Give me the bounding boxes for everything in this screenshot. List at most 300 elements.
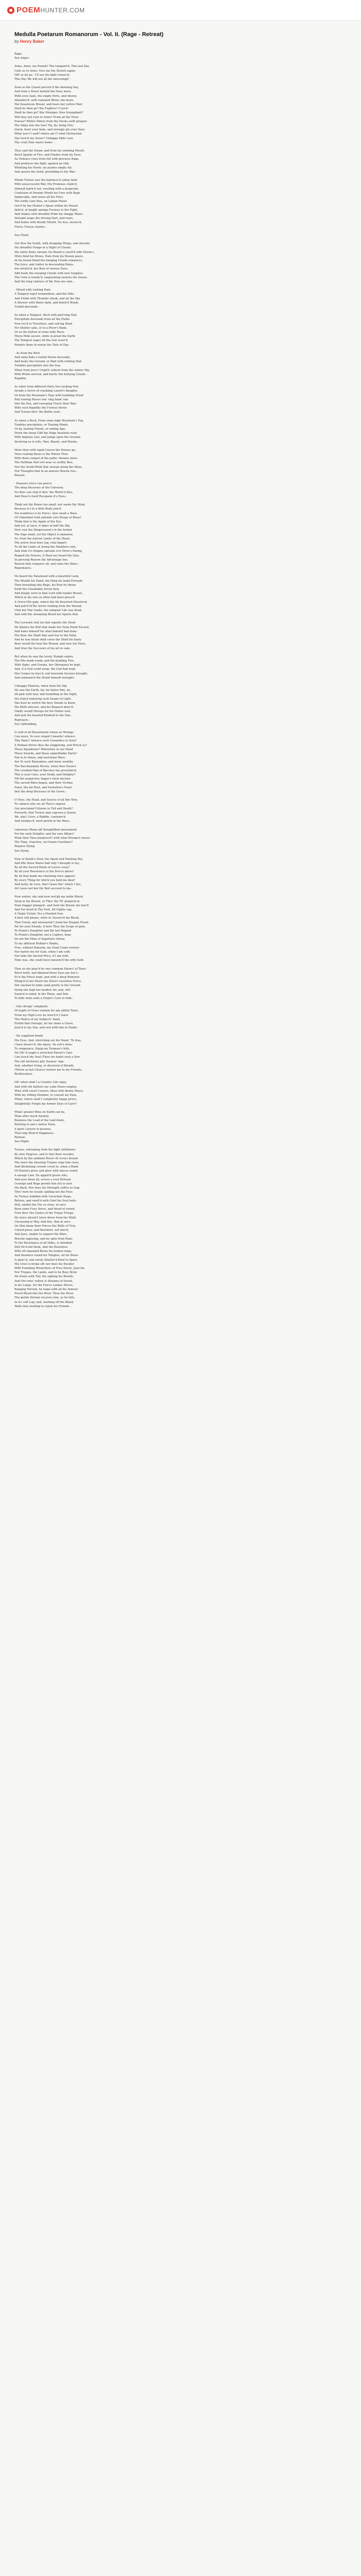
poem-line: With them compel of the paths' dreams show: bbox=[14, 457, 78, 461]
poem-content bbox=[0, 21, 359, 1309]
poem-line: Turnus, retreating from the fight withdraws bbox=[14, 1148, 76, 1152]
poem-stanza bbox=[14, 1110, 344, 1144]
poem-line: Are Ye such Ransomies, and more wealthy bbox=[14, 760, 74, 764]
poem-line: When, where shall I completely happy prove, bbox=[14, 1098, 77, 1101]
poem-line: Burst Sparks of Fire, and Flashes from his Eyes. bbox=[14, 154, 82, 157]
poem-line: Do not the Mine of Sepulture refuse, bbox=[14, 938, 65, 941]
poem-line: United press; and therefore, not into'd, bbox=[14, 1229, 69, 1232]
poem-line: Iris entwin'd, her Bow of various Dyes, bbox=[14, 267, 69, 271]
poem-line: Think not thy Power too small: nor waste thy Mind, bbox=[14, 503, 86, 507]
poem-line: And yet, at once, it takes in half the Sky. bbox=[14, 524, 71, 528]
poem-line: See Upbraiding. bbox=[14, 722, 37, 726]
poem-line: Or from the Mountain's Tops with tumbling Flood bbox=[14, 394, 84, 397]
poem-line: By all that made me charming once appear! bbox=[14, 874, 76, 878]
poem-line: The Wealth his Hand, the Harp his hand Forsook: bbox=[14, 579, 83, 583]
poem-line: A savage Lion: He appall'd grows Ahu, bbox=[14, 1174, 68, 1177]
poem-line: The Lovesick God too late repents the Deed: bbox=[14, 621, 76, 625]
poem-line: Now at Death's Door, the Spent and Fainting Sky, bbox=[14, 857, 83, 861]
poem-line: The active Soul does tug, vital Impart bbox=[14, 541, 67, 545]
poem-line: Her slacken'd Limbs sunk gently to the Ground, bbox=[14, 984, 81, 988]
poem-line: Nor take the Sacred Price, if I am sold; bbox=[14, 955, 69, 958]
poem-stanza bbox=[14, 621, 344, 650]
poem-line: The old Anchises) pity Daunus' Age: bbox=[14, 1060, 64, 1063]
poem-line: That long Wish'd Happiness.- bbox=[14, 1131, 55, 1135]
poem-line: There Hide secure, while in great the Earth bbox=[14, 335, 75, 338]
poem-stanza bbox=[14, 895, 344, 962]
poem-line: So, from the narrow Limits of thy Heart, bbox=[14, 537, 71, 540]
poem-line: And the long Labours of the Year are vain. - bbox=[14, 280, 75, 283]
poem-stanza bbox=[14, 313, 344, 347]
poem-stanza bbox=[14, 64, 344, 81]
poem-line: Her Corpse he kiss'd, and heavenly Incense brought, bbox=[14, 672, 88, 675]
poem-line: Turbid descends.- bbox=[14, 305, 39, 309]
poem-line: Whom Turnus saw the hairness'd Latins faint bbox=[14, 179, 77, 182]
poem-line: Chin her Fair Limbs, the rampant Life was dead; bbox=[14, 608, 82, 612]
poem-line: And foams with bloody Mouth. No less, incens'd, bbox=[14, 221, 82, 225]
poem-line: Still He'd fail them, And the Resistless bbox=[14, 1246, 68, 1249]
poem-line: - Reason's force can pierce bbox=[14, 482, 52, 486]
poem-stanza bbox=[14, 655, 344, 680]
poem-line: Because it's to a little Body join'd: bbox=[14, 507, 62, 511]
poem-line: And produces the fight: against an Oak bbox=[14, 162, 69, 165]
poem-line: Yet Oh! it ought a wretched Parent's Care bbox=[14, 1052, 73, 1055]
poem-line: See Flood. bbox=[14, 233, 29, 237]
poem-line: Invade a Grove of crackling Laurel's Boughts: bbox=[14, 389, 78, 393]
poem-line: Nor the South-Wind that sweeps along the Skies, bbox=[14, 465, 83, 469]
poem-stanza bbox=[14, 731, 344, 794]
poem-line: To Priam's Daughter, not a Captive, bear, bbox=[14, 934, 72, 937]
poem-line: And solemniz'd the Death himself wrought.- bbox=[14, 676, 76, 680]
poem-line: And Fields with Thunder shook, and all the Sky bbox=[14, 297, 80, 300]
poem-line: Of Unbended Gold entends vast Heaps of Brass! bbox=[14, 516, 81, 519]
poem-line: The sacred Rites begun, and their Victims bbox=[14, 782, 73, 785]
poem-line: Permits them to renew the Toils of Day. - bbox=[14, 343, 71, 347]
poem-line: And thunders round his Temples, all his Brass bbox=[14, 1254, 78, 1258]
poem-stanza bbox=[14, 86, 344, 145]
poem-line: And with the streaming Blood her Spirits fled. bbox=[14, 613, 79, 617]
poem-line: With my willing Slumber, to consult my Ease, bbox=[14, 1094, 77, 1097]
poem-line: To my afflicted Mother's Hands, bbox=[14, 942, 59, 945]
poem-line: Or as the hollow of some lofty Rock: bbox=[14, 330, 65, 334]
poem-stanza bbox=[14, 503, 344, 570]
poem-line: Down the steep Cliff the Huge Insatiate rush: bbox=[14, 432, 78, 435]
poem-line: Proud Blood into the River. Then the River. bbox=[14, 1292, 74, 1296]
poem-line: With even Sails, the empty Ports, and Shores bbox=[14, 94, 77, 98]
poem-line: Repentance. bbox=[14, 567, 32, 570]
poem-line: With such Rapidity the Furious Heros bbox=[14, 406, 67, 410]
poem-line: And pull'd th'He Arrow reeking from the Wound; bbox=[14, 604, 82, 608]
poem-line: Thy cruel Fate stares home. - bbox=[14, 141, 55, 144]
poem-line: But when he saw the lovely Nymph expire, bbox=[14, 655, 74, 658]
poem-line: Business the Load of the Laid down, bbox=[14, 1119, 65, 1123]
poem-line: And spurns the Sand, prelulding to the War. - bbox=[14, 171, 77, 174]
poem-line: Pursue? Whilst Others from the Docks swift prepare bbox=[14, 120, 87, 123]
poem-line: When from Jove's Ungirls vehicle from the watery Sky bbox=[14, 368, 90, 372]
poem-line: Thro' here he would; spilling not the Foes: bbox=[14, 1191, 73, 1194]
poem-line: Add feeds the weeping Clouds with new Supplies. bbox=[14, 272, 84, 275]
poem-line: - bbox=[14, 824, 15, 827]
poem-line: And unobjus'd, must perish in the Wars.- bbox=[14, 820, 71, 823]
poem-line: The Bacchanalian Revels, when thee Fossics bbox=[14, 765, 76, 768]
poem-stanza bbox=[14, 288, 344, 309]
poem-stanza bbox=[14, 52, 344, 60]
poem-line: Which in his own so often had been press'd. bbox=[14, 596, 76, 600]
poem-line: Mists bind his Brows, Rain from his Bosom pours. bbox=[14, 255, 84, 258]
poem-line: Has turn'd my Sense? Unhappy Dido! now bbox=[14, 137, 73, 140]
poem-line: As when from different Parts two rushing Pots bbox=[14, 385, 79, 389]
poem-line: Roll roaring Rivers tow 'ring foam' ran bbox=[14, 398, 68, 401]
poem-line: Seem'd to mind, in the Throe, and Pale bbox=[14, 992, 69, 996]
poem-line: These Squadrons? Wherefore in our Hand bbox=[14, 748, 73, 751]
poem-stanza bbox=[14, 385, 344, 414]
poem-line: What was't I said? where am I? what Distraction bbox=[14, 132, 82, 136]
logo-suffix-text: HUNTER.COM bbox=[40, 7, 85, 14]
poem-line: That Freely, and unwearied I stask the Stygian Flood; bbox=[14, 921, 89, 924]
poem-line: O Thou, the Head, and Source of all this Woe; bbox=[14, 799, 78, 802]
poem-line: And tries the Succours of his art in vain. bbox=[14, 647, 71, 650]
poem-line: Dying she kept her modest Air, and, still bbox=[14, 988, 71, 992]
site-logo-link[interactable] bbox=[7, 6, 85, 14]
poem-line: See Dying. bbox=[14, 849, 30, 853]
poem-line: This is your Care, your Study, and Delights? bbox=[14, 773, 76, 777]
poem-line: Delightfully Forget my former Days of Care?- bbox=[14, 1102, 77, 1106]
poem-line: By all the Sacred Rinds of Lovers sway? bbox=[14, 866, 70, 870]
poem-stanza bbox=[14, 798, 344, 853]
poem-line: Forsooth, that Turnus may espouse a Queen, bbox=[14, 811, 77, 815]
poem-line: In piercing Reason thy Advantage lies; bbox=[14, 558, 68, 562]
poem-line: With Impulse vast, and jumps upon the Ground; bbox=[14, 436, 81, 439]
author-link[interactable]: Henry Baker bbox=[20, 39, 44, 44]
poem-line: The Parthian Dart not near so swiftly flies, bbox=[14, 461, 74, 465]
poem-line: A quiet Leisure to possess, bbox=[14, 1127, 52, 1131]
poem-line: Implacable, and raises all his Fires. bbox=[14, 196, 64, 199]
poem-line: And lifts those Wares half only I brought to lay; bbox=[14, 861, 80, 865]
poem-line: As Violence rises from full with precious Rage, bbox=[14, 158, 79, 161]
poem-line: Rapidity. bbox=[14, 377, 27, 381]
poem-line: - Mixed with rushing Rain bbox=[14, 289, 51, 292]
poem-line: The lordly Lion thus, on Lybian Plains bbox=[14, 200, 67, 204]
poem-line: - One shrugs' complaint, bbox=[14, 1005, 48, 1009]
poem-line: Now try'd to Travellers, and sail'ing Hind, bbox=[14, 322, 73, 326]
poem-line: More then with rapid Course the Horses go; bbox=[14, 448, 76, 452]
poem-line: The Juice, and clatter in descending Rains. bbox=[14, 263, 74, 267]
poem-line: Free, without Ransom, my Dead Corps restore: bbox=[14, 946, 80, 950]
poem-line: To vengeance, Equip my Purpose's bills. bbox=[14, 1047, 70, 1051]
poem-line: On Him alone their Forces the Walls of Troy, bbox=[14, 1224, 76, 1228]
poem-line: A best will please, wilse in' Severe'd my Blood, bbox=[14, 917, 79, 920]
poem-line: This Panic? whence such Cowardice in Soul? bbox=[14, 739, 77, 743]
poem-line: And rainy Kids a turbid Storm descends, bbox=[14, 356, 71, 359]
poem-line: He blames the Bolt that made her Fatal Hand Exceed, bbox=[14, 625, 90, 629]
poem-line: He fronts with Toil; the sighing his Breath. bbox=[14, 1275, 74, 1279]
poem-line: All pale with fear, and trembling at the Sight, bbox=[14, 693, 77, 697]
poem-line: Tumbles precipitate into the Sea; bbox=[14, 364, 61, 368]
poem-stanza bbox=[14, 351, 344, 381]
poem-line: - bbox=[14, 229, 15, 233]
poem-line: With Sighs, and Groans, her Obsequies he kept, bbox=[14, 664, 81, 667]
poem-line: Ah! leave not her thy Bed succeed to me.- bbox=[14, 887, 73, 891]
poem-line: Has best he wish'd the fiery Steeds to know, bbox=[14, 701, 76, 705]
poem-line: The Pile made ready, and the kindling Fire; bbox=[14, 659, 75, 663]
poem-line: His trim'd enduring such Seams of Light, bbox=[14, 697, 72, 701]
poem-line: Turn thro' the Centre of the Trojan Troops bbox=[14, 1212, 74, 1215]
poem-line: The deep Recesses of the Universe; bbox=[14, 486, 64, 490]
poem-line: With Founding Wrenchires of Foes thrust, Juan his bbox=[14, 1267, 85, 1270]
poem-line: With unsuccessful War, His Promises claim'd, bbox=[14, 183, 77, 187]
poem-stanza bbox=[14, 1034, 344, 1076]
poem-line: Is pierc'd, and sorely Shatter'd Knot to Spars, bbox=[14, 1258, 78, 1262]
poem-line: To all the Limbs of, being the Members own, bbox=[14, 546, 76, 549]
poem-line: Courage and Rage permit him not to turn bbox=[14, 1182, 72, 1185]
poem-line: Joyn'd to my Son, and rest with him in Death.- bbox=[14, 1026, 78, 1030]
poem-stanza bbox=[14, 178, 344, 238]
poem-stanza bbox=[14, 684, 344, 726]
logo-icon bbox=[7, 7, 14, 14]
poem-line: He heard the Falsehood with a mournful Look, bbox=[14, 575, 79, 579]
poem-stanza bbox=[14, 1080, 344, 1106]
poem-line: By slow Degrees, and to that Rear recedes, bbox=[14, 1153, 75, 1156]
poem-line: Now winter, she said now wet'gh my noble Blood: bbox=[14, 895, 84, 899]
poem-line: His Crest is broke off; nor does his Buckler bbox=[14, 1262, 74, 1266]
poem-line: Off! or fat go - I'll see the fight renew'd; bbox=[14, 73, 70, 77]
poem-line: Whetting his Horns, he pushes empty Air, bbox=[14, 166, 72, 170]
poem-line: Intrepid snaps the driving Dart, and roars, bbox=[14, 217, 74, 221]
poem-line: And lastly, by Love, that Cause this' which I dye, bbox=[14, 883, 82, 886]
poem-line: The gentle Stream receives him, as he falls, bbox=[14, 1296, 75, 1300]
poem-line: To the Resistance of all Sides, is shielded; bbox=[14, 1241, 73, 1245]
poem-line: Out flew the South, with dropping Wings, and shrouds bbox=[14, 242, 90, 246]
poem-line: To hide what suits a Virgin's Care to hide.- bbox=[14, 997, 74, 1001]
poem-line: Bent would the heal the Wound, and rave her Piers, bbox=[14, 642, 87, 646]
poem-line: By all your Reverence to the Pow'rs above! bbox=[14, 870, 74, 874]
poem-line: Will they not rush to Arms? From all the Town bbox=[14, 115, 79, 119]
poem-body bbox=[14, 52, 344, 1309]
poem-line: Ev'n the Priest wept, and with a deep Remorse bbox=[14, 976, 80, 979]
poem-line: Can touch thy Soul (Thou too hadst such a Sire bbox=[14, 1056, 80, 1059]
poem-line: His white Hairs stream; his Beard is swell'd with Storm's, bbox=[14, 250, 95, 254]
poem-line: What! greater Bliss on Earth can be, bbox=[14, 1110, 65, 1114]
poem-stanza bbox=[14, 149, 344, 174]
poem-line: Thus so she pray'd by one common Shows! of Tears bbox=[14, 967, 86, 971]
poem-line: His dreadful Visage in a Night of Clouds; bbox=[14, 246, 72, 250]
poem-stanza bbox=[14, 448, 344, 478]
poem-line: Bravely opposing, and he spite from Ruin; bbox=[14, 1237, 73, 1241]
logo-main-text: POEM bbox=[17, 6, 41, 14]
poem-line: Our proclaimd Citizens to Toil and Death? bbox=[14, 807, 73, 810]
poem-line: And deeply wore in that Lord with tender Breast, bbox=[14, 592, 83, 596]
poem-line: How vast the Dimpression's in the formal bbox=[14, 529, 72, 532]
poem-line: And Juno, unable to support the Wars, bbox=[14, 1233, 68, 1236]
poem-line: Involving as it rolls, Men, Beasts, and Woods.- bbox=[14, 440, 78, 444]
poem-line: For Shelter sails, or in a River's Bank, bbox=[14, 326, 68, 330]
poem-line: As when a Tempest, thick with part'ring Hail, bbox=[14, 314, 78, 317]
poem-line: Shall he then go? this Stranger, thus triumphant? bbox=[14, 111, 84, 115]
poem-line: The crooked Pipe of Bacchus has proclaim'd; bbox=[14, 769, 77, 772]
poem-line: Quick, hoist your Sails, and strongly ply your Oars: bbox=[14, 128, 86, 132]
poem-line: Shall he then go? the Fugitive? O Jove! bbox=[14, 107, 69, 111]
poem-line: A Shower with Water dark, and finish'd Winds bbox=[14, 301, 78, 304]
poem-line: This Day We will not all die unrevengd! - bbox=[14, 78, 71, 81]
poem-line: I have deserv'd; the injury, 'tis evil's done: bbox=[14, 1043, 73, 1046]
poem-line: And hates himself for what himself had done: bbox=[14, 630, 78, 633]
poem-line: Thy Time, Unactive, on Ornate Carolines? bbox=[14, 841, 73, 844]
byline-label: by bbox=[14, 39, 19, 44]
poem-line: And wide it's Empire spreads o'er Drive's Paring, bbox=[14, 550, 83, 553]
poem-line: - He supplient bends bbox=[14, 1035, 43, 1038]
poem-line: Regard thy Powers, O Reas'ner heard thy Size; bbox=[14, 554, 80, 557]
poem-stanza bbox=[14, 967, 344, 1001]
poem-line: What then Thou purposest? with what Prospect weave bbox=[14, 836, 90, 840]
poem-line: Forbid that Outrage, let me share a Grave, bbox=[14, 1022, 74, 1026]
poem-line: Plung'd in her Heart the Steel's resistless Force. bbox=[14, 980, 82, 984]
poem-line: Nor Trojans, the Lands, and to he Busy Brow bbox=[14, 1271, 77, 1275]
poem-line: Arms, Arms, my friends! The rampant'd, This last Day bbox=[14, 65, 89, 69]
poem-line: Into the deep Recesses of the Grove.- bbox=[14, 790, 67, 793]
poem-byline bbox=[14, 39, 344, 44]
poem-line: The Ships into the Sea? Fly, fly; bring Fire; bbox=[14, 124, 74, 128]
poem-line: At his broad Hand the hanging Clouds romances, bbox=[14, 259, 83, 262]
poem-line: Confusion of Dreams Wrath his Fury with Rage bbox=[14, 191, 80, 195]
poem-line: Burst forth, and dimmed those Eyes are her's; bbox=[14, 971, 79, 975]
poem-stanza bbox=[14, 482, 344, 499]
poem-line: Nor barter me for Gain, when I am cold; bbox=[14, 951, 71, 954]
poem-line: Then rushing Beers is the Winter Flow bbox=[14, 453, 69, 456]
poem-line: Laborious Mean old thoughtfiled amusement bbox=[14, 828, 77, 832]
poem-line: He twice attack't twice drove from the Walls bbox=[14, 1216, 76, 1219]
poem-line: Time was, she could have ransom'd the with Gold. bbox=[14, 959, 85, 962]
poem-line: No Bars can stop it thro' the World it flies, bbox=[14, 490, 73, 494]
poem-line: Retires, and swell'd with Grief his Soul boils. bbox=[14, 1199, 77, 1202]
poem-stanza bbox=[14, 857, 344, 891]
poem-line: With Winds arrived, and bursts the bellying Clouds - bbox=[14, 372, 87, 376]
poem-line: Reproach.- bbox=[14, 718, 30, 722]
poem-line: By every Thing for which you held me dear! bbox=[14, 878, 76, 882]
poem-line: And, if a God could weep, the God had wept. bbox=[14, 668, 76, 671]
poem-line: A Woman drives thus the staggering, and Wreck us? bbox=[14, 743, 87, 747]
poem-line: O void of all Resentment whom no Wrongs bbox=[14, 731, 74, 735]
poem-line: His Eyes, And, stretching out his Hand; 'To true, bbox=[14, 1039, 82, 1042]
poem-line: Then bewailing into Rage, his Bow he throw bbox=[14, 583, 76, 587]
poem-line: Soon as the Queen perceiv'd the dawning Day, bbox=[14, 86, 79, 90]
poem-line: See Flight. bbox=[14, 1140, 30, 1144]
poem-line: Wine with sweet Leisure, blest with downy Peace, bbox=[14, 1089, 84, 1093]
poem-line: The Malice of my Subjects' hand, bbox=[14, 1018, 61, 1021]
poem-line: For wondrous is its Force;- how small a Mass bbox=[14, 512, 77, 515]
poem-line: Still, amidst the Foe so close, at once bbox=[14, 1203, 67, 1207]
poem-line: A Grove-Vile gain, where the Ah dissolved Dissolved, bbox=[14, 600, 88, 604]
poem-line: As when a Rock, From some high Mountain's Top, bbox=[14, 419, 84, 422]
poem-line: Than after much Anxiety, bbox=[14, 1114, 50, 1118]
poem-line: Not in to Venus, and nocturnal Wars: bbox=[14, 756, 66, 760]
poem-line: Fierce Turnus storms:- bbox=[14, 225, 46, 229]
poem-line: Retreat. bbox=[14, 1136, 26, 1139]
poem-line: Feast, the fat Host, and Invitation's Feast, bbox=[14, 786, 73, 789]
poem-line: To Priam's Daughter and the last Regard bbox=[14, 929, 71, 933]
poem-line: His Birth obscure, and his Request deny'd: bbox=[14, 706, 74, 709]
poem-line: To cabaret why we all Thou's impose bbox=[14, 803, 65, 806]
poem-line: The Corn is totally'd, languishing mourns the Swain: bbox=[14, 276, 88, 279]
poem-line: Reason. bbox=[14, 474, 26, 478]
poem-line: And with old Authors my calm Hours employ, bbox=[14, 1085, 77, 1089]
poem-line: The Bow, the Shaft that sent her to the Fatal, bbox=[14, 634, 77, 637]
poem-line: Restlessness. bbox=[14, 1073, 33, 1076]
poem-line: Deep in thy Breast, or Thro' the Th' property'd; bbox=[14, 900, 80, 903]
poem-line: Rage. bbox=[14, 53, 23, 56]
poem-line: And thickening crowds crush in, when a Band bbox=[14, 1165, 78, 1169]
poem-line: Burn some Fury, fierce, and blood of sword, bbox=[14, 1208, 75, 1211]
poem-line: Unceasing to Way, And flee, that at once bbox=[14, 1220, 71, 1224]
poem-stanza bbox=[14, 419, 344, 444]
poem-line: From my High Love he won'd it I leave bbox=[14, 1013, 69, 1017]
poem-line: Gor'd by the Hunter's Spear within his Breast bbox=[14, 204, 78, 208]
poem-line: And, whether living, or deceived of Breath, bbox=[14, 1064, 74, 1067]
poem-line: Gladly would Merops for his Father own, bbox=[14, 710, 71, 714]
poem-title: Medulla Poetarum Romanorum - Vol. II. (Rage - Retreat) bbox=[14, 31, 163, 38]
poem-line: Youn Dagger plunged:- and Sent the Breast she bar'd: bbox=[14, 904, 90, 907]
poem-stanza bbox=[14, 574, 344, 617]
poem-line: Calls us to Arms: Give me the Streets again: bbox=[14, 69, 76, 73]
poem-line: Of aught of Grace remain for any pitiful Tears, bbox=[14, 1009, 79, 1013]
poem-line: And Ore-runs' yellow is Streams of Sweat, bbox=[14, 1279, 73, 1283]
poem-line: In it's soft Lap; and, washing off the Blood, bbox=[14, 1300, 74, 1304]
poem-line: Retiring to one's native Town, bbox=[14, 1123, 56, 1127]
poem-line: Infix'd, at length springs Furious to the Fight, bbox=[14, 208, 78, 212]
poem-line: Himself mark'd out; swelling with a desperate bbox=[14, 187, 79, 191]
poem-line: Swift the Unsuitable Arrow flew, bbox=[14, 587, 60, 591]
poem-line: Tumbles precipitate, or Tearing Winds, bbox=[14, 423, 69, 427]
poem-line: Requies Dying. bbox=[14, 845, 36, 849]
poem-line: And Turnus thro' the Battle rush.- bbox=[14, 411, 62, 414]
poem-stanza bbox=[14, 242, 344, 284]
poem-stanza bbox=[14, 1148, 344, 1309]
poem-line: His Back: Nor does his Strength suffice to leap bbox=[14, 1187, 80, 1190]
poem-line: Of Hunters press and glow with lances round bbox=[14, 1170, 78, 1173]
poem-line: He saw the Earth, far, far below him, lie, bbox=[14, 689, 71, 692]
poem-line: The Tempest rages till the Sun resor'd bbox=[14, 339, 68, 343]
poem-line: So Turnus hobbled with Uncertain Steps, bbox=[14, 1195, 72, 1198]
poem-line: For thy rank Delights; and thy own Affairs? bbox=[14, 832, 75, 836]
poem-line: And Yet stood in Thy Foot, All Gigilte cap, bbox=[14, 908, 73, 911]
poem-line: These Swords, and those unprofitable Darts? bbox=[14, 752, 77, 756]
poem-line: See Anger. bbox=[14, 57, 29, 60]
poem-line: And eyes them all, across a ever Retreat: bbox=[14, 1178, 72, 1181]
poem-line: Can move, Ye ever stupid Cowards! whence bbox=[14, 735, 75, 739]
poem-line: Reason that conquers all, and rules the Skies.- bbox=[14, 562, 79, 566]
poem-line: And he was blush shall curse the Shaft his hasty bbox=[14, 638, 81, 642]
poem-line: Till the auspicious Augur's show declare bbox=[14, 777, 71, 781]
poem-line: (Throw as but Choice) restore me to my Friends.- bbox=[14, 1069, 83, 1072]
logo-text bbox=[17, 6, 85, 14]
poem-line: We, alas! Lives; a Rabble, contemn'd, bbox=[14, 815, 67, 819]
poem-line: Unhappy Phaeton, when from the Sky bbox=[14, 685, 68, 688]
poem-line: Ranging Torrent, he leaps with all his Armour bbox=[14, 1288, 78, 1292]
poem-line: And shakes with dreadful Pride his shaggy Mane: bbox=[14, 212, 84, 216]
poem-line: And quit his boasted Kindred to the Sun.- bbox=[14, 714, 72, 718]
poem-line: Nor Thoughts that in an anxious Bosom rise.- bbox=[14, 469, 77, 473]
poem-line: Into the Sea, and sweeping Tracts their Way: bbox=[14, 402, 77, 406]
poem-line: Or by, tearing Floods, or ending Age, bbox=[14, 428, 66, 431]
poem-line: Her beauteous Breast, and tears her yellow Hair: bbox=[14, 103, 83, 107]
poem-line: And beats the Ground, or filed with rattling Hail bbox=[14, 360, 81, 364]
poem-line: And Heav'n itself Recopens it's Eyes.- bbox=[14, 495, 67, 498]
poem-line: Which by the ambient Rivers ill covers bound: bbox=[14, 1157, 78, 1160]
poem-line: And from a Tower beheld the Navy move bbox=[14, 90, 71, 94]
poem-line: With oft repeated Blows his helmet rings, bbox=[14, 1250, 72, 1253]
poem-stanza bbox=[14, 1005, 344, 1030]
poem-line: Thus said the Swain; and from his smoking Mouth bbox=[14, 149, 85, 153]
site-header bbox=[0, 0, 361, 21]
poem-line: Yet for your friends, if here Thee thy Scope of pain, bbox=[14, 925, 86, 928]
